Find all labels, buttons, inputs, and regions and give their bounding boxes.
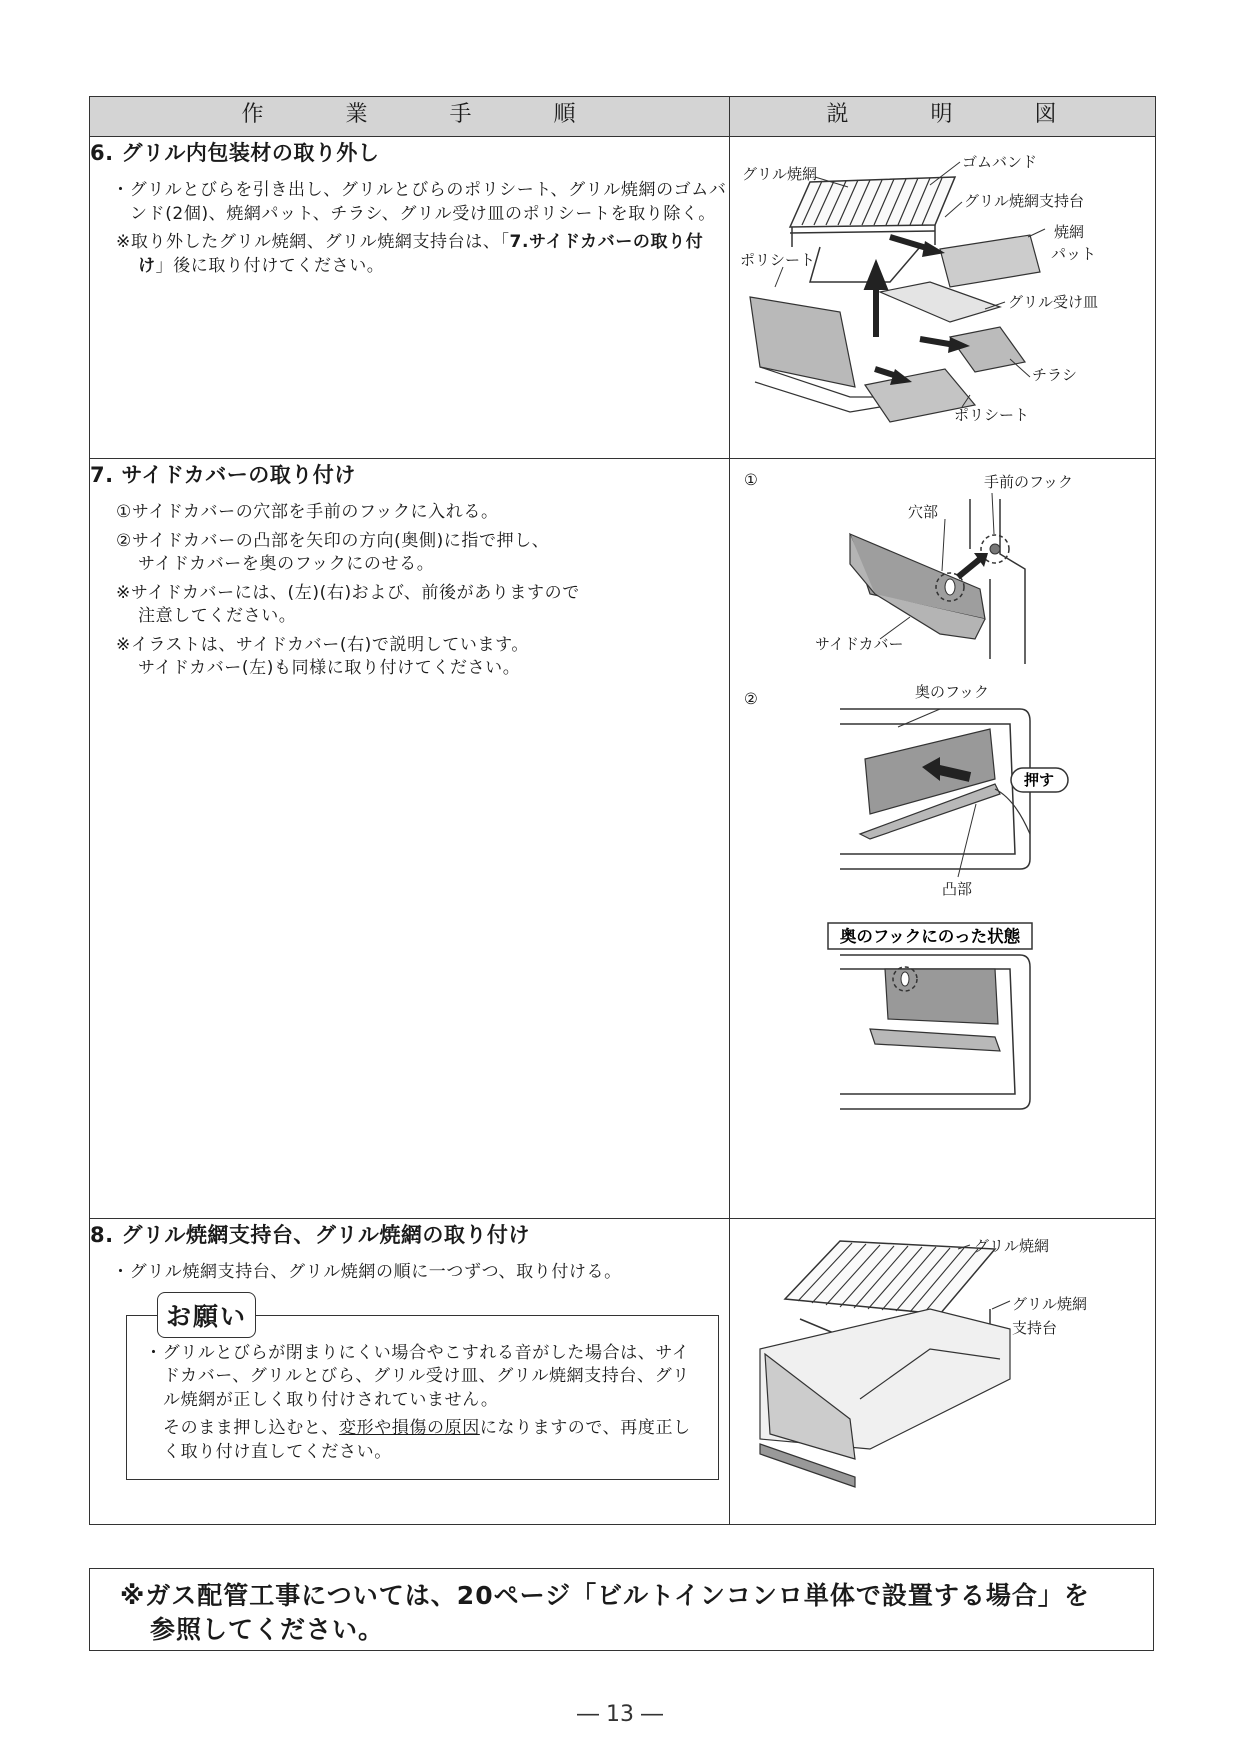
request-para-2: そのまま押し込むと、変形や損傷の原因になりますので、再度正しく取り付け直してください。 — [163, 1418, 691, 1462]
step-7-para-1: ①サイドカバーの穴部を手前のフックに入れる。 — [116, 502, 499, 522]
request-para-1: ・グリルとびらが閉まりにくい場合やこすれる音がした場合は、サイドカバー、グリルとびら、グリル受け皿、グリル焼網支持台、グリル焼網が正しく取り付けされていません。 — [145, 1342, 690, 1410]
step-8-title: 8. グリル焼網支持台、グリル焼網の取り付け — [90, 1223, 530, 1247]
grill-door-drawing — [750, 297, 855, 387]
step-7-para-4: ※イラストは、サイドカバー(右)で説明しています。 サイドカバー(左)も同様に取り付けてください。 — [116, 634, 529, 678]
label-grill-net: グリル焼網 — [742, 165, 818, 183]
net-pad-drawing — [940, 235, 1040, 287]
label-pad-1: 焼網 — [1053, 223, 1084, 241]
label-hole: 穴部 — [908, 503, 939, 521]
label-front-hook: 手前のフック — [984, 473, 1073, 491]
label-poly-sheet-top: ポリシート — [740, 251, 816, 269]
figure-mark-2: ② — [744, 690, 758, 708]
grill-net-install-illustration — [730, 1219, 1156, 1525]
step-7-para-2: ②サイドカバーの凸部を矢印の方向(奥側)に指で押し、 サイドカバーを奥のフックにのせる。 — [116, 530, 550, 574]
gas-piping-note-text: ※ガス配管工事については、20ページ「ビルトインコンロ単体で設置する場合」を 参照してください。 — [120, 1581, 1090, 1644]
page-number: ― 13 ― — [577, 1702, 663, 1727]
step-6-text — [90, 137, 730, 459]
step-6-para-1: ・グリルとびらを引き出し、グリルとびらのポリシート、グリル焼網のゴムバンド(2個)、焼網パット、チラシ、グリル受け皿のポリシートを取り除く。 — [112, 180, 727, 224]
label-flyer: チラシ — [1032, 366, 1078, 384]
step-6-figure — [730, 137, 1156, 459]
label-rubber-band: ゴムバンド — [962, 153, 1038, 171]
flyer-drawing — [950, 327, 1025, 372]
label-state: 奥のフックにのった状態 — [839, 927, 1021, 946]
step-8-figure — [730, 1219, 1156, 1525]
label-stand-1: グリル焼網 — [1012, 1295, 1088, 1313]
request-title: お願い — [157, 1292, 256, 1338]
label-bump: 凸部 — [942, 880, 973, 898]
label-back-hook: 奥のフック — [915, 683, 989, 701]
step-6-title: 6. グリル内包装材の取り外し — [90, 141, 380, 165]
label-net-stand: グリル焼網支持台 — [964, 192, 1085, 210]
label-pad-2: パット — [1050, 245, 1096, 263]
side-cover-illustration — [730, 459, 1156, 1219]
step-7-para-3: ※サイドカバーには、(左)(右)および、前後がありますので 注意してください。 — [116, 582, 580, 626]
procedure-table — [89, 96, 1156, 1525]
step-7-title: 7. サイドカバーの取り付け — [90, 463, 356, 487]
label-poly-sheet-bottom: ポリシート — [954, 406, 1030, 424]
step-6-para-2: ※取り外したグリル焼網、グリル焼網支持台は、「7.サイドカバーの取り付け」後に取り付けてください。 — [116, 232, 704, 276]
gas-piping-note — [89, 1568, 1154, 1651]
step-7-text — [90, 459, 730, 1219]
header-illustration: 説 明 図 — [730, 97, 1156, 137]
label-side-cover: サイドカバー — [815, 635, 904, 653]
request-box — [126, 1301, 719, 1481]
step-7-figure — [730, 459, 1156, 1219]
label-push: 押す — [1023, 771, 1055, 789]
label-grill-net-8: グリル焼網 — [974, 1237, 1050, 1255]
step-8-text — [90, 1219, 730, 1525]
instruction-sheet — [89, 96, 1155, 1525]
header-procedure: 作 業 手 順 — [90, 97, 730, 137]
insert-arrow — [958, 559, 980, 577]
label-stand-2: 支持台 — [1012, 1319, 1058, 1337]
figure-mark-1: ① — [744, 471, 758, 489]
tray-drawing — [880, 282, 1000, 322]
arrow-up — [868, 267, 884, 337]
grill-unpacking-illustration — [730, 137, 1156, 459]
label-tray: グリル受け皿 — [1008, 293, 1099, 311]
step-8-para-1: ・グリル焼網支持台、グリル焼網の順に一つずつ、取り付ける。 — [112, 1262, 622, 1282]
